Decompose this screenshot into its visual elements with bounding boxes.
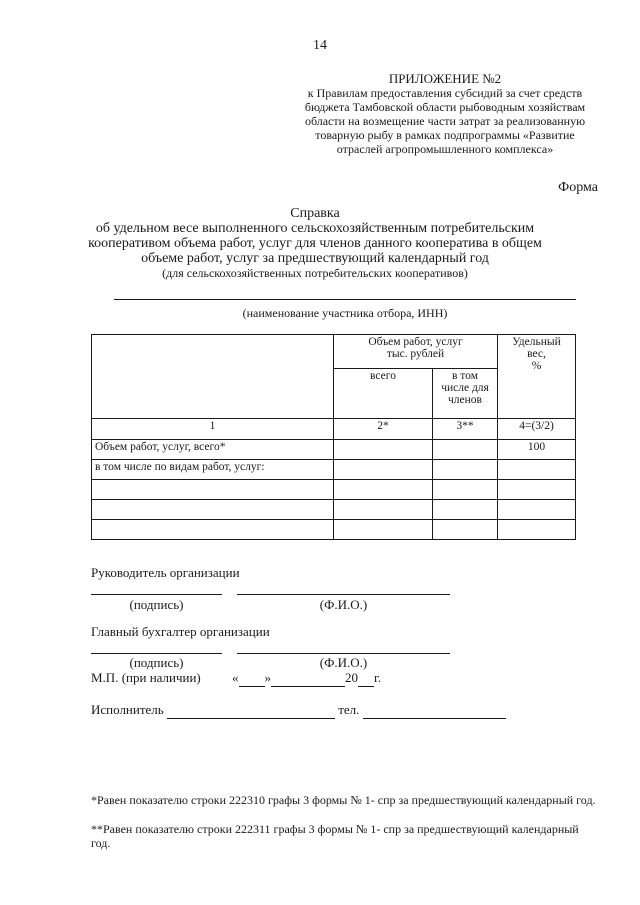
appendix-line: к Правилам предоставления субсидий за счет средств bbox=[307, 86, 583, 100]
appendix-block bbox=[280, 72, 610, 156]
document-title-line: об удельном весе выполненного сельскохозяйственным потребительским bbox=[95, 221, 535, 236]
document-title-line: кооперативом объема работ, услуг для членов данного кооператива в общем bbox=[88, 236, 542, 251]
table-cell bbox=[92, 480, 334, 500]
form-label: Форма bbox=[558, 180, 598, 195]
header-share bbox=[498, 335, 576, 419]
table-cell bbox=[498, 520, 576, 540]
table-cell bbox=[433, 520, 498, 540]
table-cell bbox=[433, 480, 498, 500]
column-number: 2* bbox=[334, 419, 433, 440]
table-cell bbox=[334, 500, 433, 520]
date-suffix: г. bbox=[374, 670, 382, 685]
header-members-line: в том bbox=[452, 370, 478, 382]
header-share-line: Удельный bbox=[512, 336, 561, 348]
accountant-sign-caption: (подпись) bbox=[129, 655, 184, 670]
table-cell bbox=[334, 480, 433, 500]
date-field bbox=[232, 670, 381, 687]
header-members bbox=[433, 369, 498, 419]
table-cell bbox=[92, 520, 334, 540]
column-number: 3** bbox=[433, 419, 498, 440]
accountant-fio-caption: (Ф.И.О.) bbox=[319, 655, 368, 670]
date-year-prefix: 20 bbox=[345, 670, 358, 685]
participant-caption: (наименование участника отбора, ИНН) bbox=[242, 306, 448, 320]
document-title: Справка bbox=[290, 206, 340, 221]
executor-row bbox=[91, 702, 506, 719]
header-members-line: числе для bbox=[441, 382, 489, 394]
column-number: 1 bbox=[92, 419, 334, 440]
stamp-label: М.П. (при наличии) bbox=[91, 670, 201, 685]
table-cell bbox=[92, 500, 334, 520]
table-cell bbox=[334, 520, 433, 540]
accountant-label: Главный бухгалтер организации bbox=[91, 624, 270, 639]
head-fio-line bbox=[237, 594, 450, 595]
executor-blank bbox=[167, 702, 335, 719]
date-quote-close: » bbox=[264, 670, 271, 685]
date-month-blank bbox=[271, 670, 345, 687]
appendix-title: ПРИЛОЖЕНИЕ №2 bbox=[388, 71, 502, 86]
phone-label: тел. bbox=[338, 702, 360, 717]
date-day-blank bbox=[239, 670, 265, 687]
column-number: 4=(3/2) bbox=[498, 419, 576, 440]
header-share-line: вес, bbox=[527, 348, 546, 360]
header-share-unit: % bbox=[531, 360, 542, 372]
document-title-line: объеме работ, услуг за предшествующий календарный год bbox=[141, 251, 489, 266]
head-sign-line bbox=[91, 594, 222, 595]
header-volume-line: Объем работ, услуг bbox=[368, 336, 463, 348]
document-subtitle: (для сельскохозяйственных потребительских кооперативов) bbox=[162, 266, 468, 280]
table-header-empty bbox=[92, 335, 334, 419]
appendix-line: товарную рыбу в рамках подпрограммы «Развитие bbox=[315, 128, 575, 142]
table-cell bbox=[334, 460, 433, 480]
appendix-line: бюджета Тамбовской области рыбоводным хозяйствам bbox=[304, 100, 586, 114]
table-cell bbox=[433, 460, 498, 480]
header-total: всего bbox=[334, 369, 433, 419]
table-cell bbox=[498, 500, 576, 520]
footnote: *Равен показателю строки 222310 графы 3 формы № 1- спр за предшествующий календарный год. bbox=[91, 793, 596, 807]
appendix-line: отраслей агропромышленного комплекса» bbox=[336, 142, 554, 156]
phone-blank bbox=[363, 702, 506, 719]
date-year-blank bbox=[358, 670, 374, 687]
head-label: Руководитель организации bbox=[91, 565, 240, 580]
table-cell bbox=[498, 480, 576, 500]
data-table bbox=[91, 334, 576, 540]
accountant-sign-line bbox=[91, 653, 222, 654]
header-volume bbox=[334, 335, 498, 369]
head-sign-caption: (подпись) bbox=[129, 597, 184, 612]
table-cell bbox=[498, 460, 576, 480]
executor-label: Исполнитель bbox=[91, 702, 164, 717]
table-cell bbox=[334, 440, 433, 460]
appendix-line: области на возмещение части затрат за реализованную bbox=[304, 114, 586, 128]
participant-name-line bbox=[114, 299, 576, 300]
date-quote-open: « bbox=[232, 670, 239, 685]
document-heading bbox=[80, 206, 550, 281]
row-total-share: 100 bbox=[498, 440, 576, 460]
header-members-line: членов bbox=[448, 394, 482, 406]
row-bytype-label: в том числе по видам работ, услуг: bbox=[92, 460, 334, 480]
accountant-fio-line bbox=[237, 653, 450, 654]
header-volume-unit: тыс. рублей bbox=[386, 348, 445, 360]
head-fio-caption: (Ф.И.О.) bbox=[319, 597, 368, 612]
page-number: 14 bbox=[313, 38, 327, 53]
footnote: **Равен показателю строки 222311 графы 3 формы № 1- спр за предшествующий календарный год. bbox=[91, 822, 579, 850]
row-total-label: Объем работ, услуг, всего* bbox=[92, 440, 334, 460]
table-cell bbox=[433, 440, 498, 460]
table-cell bbox=[433, 500, 498, 520]
